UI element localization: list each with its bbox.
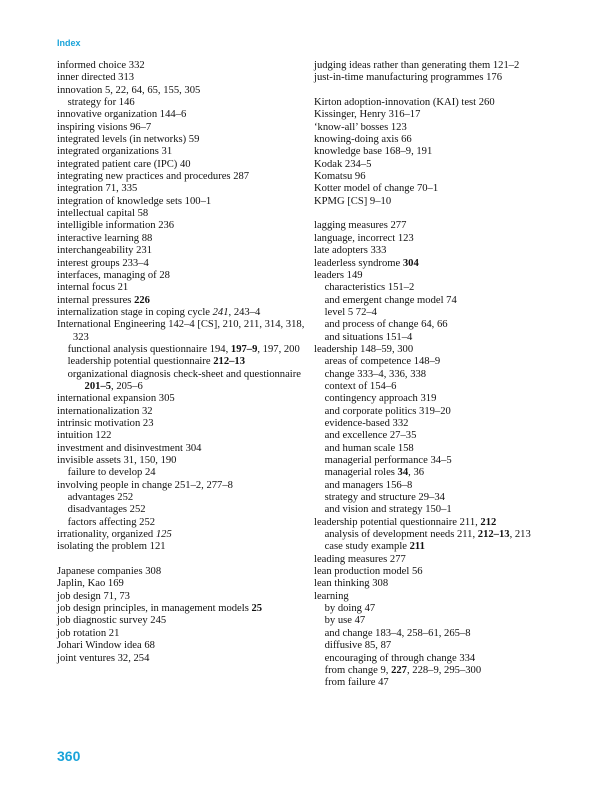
entry-text: inner directed 313 [57,72,135,84]
entry-text: leadership potential questionnaire 211, [314,516,481,528]
index-entry [314,233,574,245]
entry-text: irrationality, organized [57,529,156,541]
entry-text: strategy and structure 29–34 [324,492,445,504]
entry-text: integration of knowledge sets 100–1 [57,195,212,207]
entry-text: from change 9, [324,664,392,676]
entry-text: Johari Window idea 68 [57,640,155,652]
index-subentry [314,665,574,677]
entry-text: knowledge base 168–9, 191 [314,146,433,158]
entry-text: , 243–4 [228,306,261,318]
entry-text: learning [314,590,349,602]
index-entry [57,541,307,553]
index-subentry [314,393,574,405]
bold-page-ref: 227 [391,664,407,676]
index-entry [57,393,307,405]
entry-text: KPMG [CS] 9–10 [314,195,392,207]
index-entry [57,159,307,171]
entry-text: interactive learning 88 [57,232,153,244]
index-subentry [314,677,574,689]
index-entry [314,183,574,195]
entry-text: invisible assets 31, 150, 190 [57,455,177,466]
index-subentry [314,282,574,294]
index-subentry [314,418,574,430]
entry-text: integrated organizations 31 [57,146,173,158]
bold-page-ref: 211 [409,541,425,553]
entry-text: change 333–4, 336, 338 [324,368,427,380]
index-entry [57,443,307,455]
index-subentry [314,480,574,492]
entry-text: and vision and strategy 150–1 [324,504,452,516]
bold-page-ref: 226 [134,294,150,306]
index-subentry [57,356,307,368]
index-subentry [57,344,307,356]
entry-text: interchangeability 231 [57,245,153,257]
entry-text: failure to develop 24 [67,467,156,479]
bold-page-ref: 304 [402,257,419,269]
entry-text: job diagnostic survey 245 [57,615,167,627]
index-entry [57,122,307,134]
page-number: 360 [57,748,81,764]
entry-text: advantages 252 [67,492,134,504]
index-entry [314,344,574,356]
index-entry [314,270,574,282]
index-entry [314,517,574,529]
index-subentry [314,307,574,319]
entry-text: and situations 151–4 [324,331,413,343]
index-entry [57,60,307,72]
entry-text: Kotter model of change 70–1 [314,183,439,195]
bold-page-ref: 212 [480,516,497,528]
entry-text: case study example [324,541,410,553]
entry-text: internalization stage in coping cycle [57,306,213,318]
entry-text: Kirton adoption-innovation (KAI) test 260 [314,97,495,109]
index-entry [57,615,307,627]
entry-text: leadership 148–59, 300 [314,343,414,355]
entry-text: internal pressures [57,294,135,306]
bold-page-ref: 212–13 [213,356,245,368]
index-entry [314,60,574,72]
index-subentry [314,455,574,467]
index-subentry [314,615,574,627]
entry-text: managerial roles [324,467,398,479]
entry-text: innovative organization 144–6 [57,109,187,121]
index-entry [57,430,307,442]
entry-text: judging ideas rather than generating them 121–2 [314,60,520,71]
bold-page-ref: 201–5 [84,380,112,392]
entry-text: and change 183–4, 258–61, 265–8 [324,627,471,639]
index-entry [314,566,574,578]
index-entry [57,295,307,307]
entry-text: involving people in change 251–2, 277–8 [57,479,233,491]
entry-text: analysis of development needs 211, [324,529,478,541]
entry-text: , 228–9, 295–300 [406,664,482,676]
entry-text: characteristics 151–2 [324,282,415,294]
index-subentry [314,529,574,541]
index-column-right [314,60,574,690]
entry-text: internal focus 21 [57,282,129,294]
index-entry [57,196,307,208]
entry-text: intelligible information 236 [57,220,175,232]
entry-text: informed choice 332 [57,60,145,71]
entry-text: late adopters 333 [314,245,387,257]
index-subentry [314,369,574,381]
index-subentry [314,504,574,516]
index-subentry [314,467,574,479]
entry-text: intrinsic motivation 23 [57,417,154,429]
entry-text: areas of competence 148–9 [324,356,441,368]
index-entry [314,171,574,183]
entry-text: lagging measures 277 [314,220,407,232]
entry-text: intuition 122 [57,430,112,442]
entry-text: lean thinking 308 [314,578,389,590]
index-subentry [314,640,574,652]
index-entry [314,196,574,208]
index-entry [57,183,307,195]
index-subentry [314,356,574,368]
entry-text: and emergent change model 74 [324,294,457,306]
index-entry [57,109,307,121]
entry-text: , 213 [509,529,531,541]
index-subentry [314,295,574,307]
entry-text: isolating the problem 121 [57,541,166,553]
entry-text: from failure 47 [324,677,389,689]
index-entry [57,282,307,294]
index-entry [57,270,307,282]
index-entry [57,603,307,615]
index-entry [57,628,307,640]
index-entry [57,134,307,146]
index-entry [57,307,307,319]
entry-text: leaders 149 [314,269,363,281]
index-entry [57,418,307,430]
index-entry [57,208,307,220]
entry-text: Kodak 234–5 [314,158,372,170]
entry-text: organizational diagnosis check-sheet and questionnaire [67,368,301,380]
entry-text: and human scale 158 [324,442,414,454]
index-entry [314,554,574,566]
entry-text: and corporate politics 319–20 [324,405,451,417]
entry-text: strategy for 146 [67,97,135,109]
italic-page-ref: 125 [155,529,172,541]
entry-text: language, incorrect 123 [314,232,414,244]
entry-text: and managers 156–8 [324,479,413,491]
entry-text: international expansion 305 [57,393,175,405]
entry-text: by use 47 [324,615,366,627]
index-entry [57,406,307,418]
entry-text: factors affecting 252 [67,516,156,528]
entry-text: encouraging of through change 334 [324,652,476,664]
index-subentry [57,467,307,479]
entry-text: contingency approach 319 [324,393,437,405]
index-entry [57,566,307,578]
index-subentry [314,332,574,344]
entry-text: and process of change 64, 66 [324,319,448,331]
entry-text: , 36 [408,467,425,479]
entry-text: level 5 72–4 [324,306,377,318]
index-entry [57,146,307,158]
index-subentry [314,541,574,553]
index-subentry [57,517,307,529]
index-entry [57,319,307,344]
index-entry [314,159,574,171]
entry-text: integrated patient care (IPC) 40 [57,158,191,170]
entry-text: job rotation 21 [57,627,120,639]
index-subentry [314,430,574,442]
entry-text: lean production model 56 [314,566,423,578]
index-entry [57,578,307,590]
index-entry [57,653,307,665]
entry-text: knowing-doing axis 66 [314,134,412,146]
entry-text: diffusive 85, 87 [324,640,392,652]
index-entry [57,245,307,257]
index-subentry [314,443,574,455]
entry-text: interest groups 233–4 [57,257,149,269]
index-entry [57,455,307,467]
entry-text: managerial performance 34–5 [324,455,452,466]
index-entry [314,591,574,603]
index-entry [57,233,307,245]
bold-page-ref: 197–9 [230,343,258,355]
index-entry [314,134,574,146]
entry-text: by doing 47 [324,603,376,615]
entry-text: , 197, 200 [257,343,300,355]
running-header: Index [57,38,81,48]
bold-page-ref: 25 [251,603,263,615]
entry-text: job design 71, 73 [57,590,130,602]
index-subentry [57,97,307,109]
entry-text: leadership potential questionnaire [67,356,214,368]
entry-text: ‘know-all’ bosses 123 [314,121,407,133]
entry-text: just-in-time manufacturing programmes 176 [314,72,502,84]
index-subentry [314,628,574,640]
entry-text: internationalization 32 [57,405,153,417]
index-entry [57,529,307,541]
index-entry [314,578,574,590]
index-subentry [314,406,574,418]
index-entry [57,480,307,492]
index-subentry [57,492,307,504]
entry-text: context of 154–6 [324,380,397,392]
entry-text: joint ventures 32, 254 [57,652,150,664]
index-entry [314,109,574,121]
index-entry [314,245,574,257]
index-entry [314,72,574,84]
entry-text: interfaces, managing of 28 [57,269,170,281]
index-subentry [314,492,574,504]
index-entry [57,171,307,183]
entry-text: Japlin, Kao 169 [57,578,124,590]
letter-group-gap [314,208,574,220]
index-entry [57,72,307,84]
entry-text: integrating new practices and procedures 287 [57,171,250,183]
index-entry [314,122,574,134]
index-entry [314,258,574,270]
entry-text: Komatsu 96 [314,171,366,183]
entry-text: , 205–6 [111,380,143,392]
entry-text: integrated levels (in networks) 59 [57,134,200,146]
entry-text: Japanese companies 308 [57,566,162,578]
entry-text: job design principles, in management models [57,603,252,615]
entry-text: leaderless syndrome [314,257,403,269]
index-entry [57,591,307,603]
index-entry [57,85,307,97]
letter-group-gap [57,554,307,566]
index-subentry [57,369,307,394]
bold-page-ref: 212–13 [477,529,510,541]
index-subentry [314,653,574,665]
letter-group-gap [314,85,574,97]
index-entry [314,146,574,158]
entry-text: International Engineering 142–4 [CS], 210, 211, 314, 318, 323 [57,319,305,343]
index-subentry [314,381,574,393]
bold-page-ref: 34 [397,467,409,479]
index-entry [57,258,307,270]
index-subentry [314,319,574,331]
index-entry [57,220,307,232]
entry-text: evidence-based 332 [324,417,409,429]
entry-text: functional analysis questionnaire 194, [67,343,231,355]
index-subentry [314,603,574,615]
index-subentry [57,504,307,516]
entry-text: inspiring visions 96–7 [57,121,152,133]
entry-text: Kissinger, Henry 316–17 [314,109,421,121]
index-entry [314,220,574,232]
index-column-left [57,60,307,665]
entry-text: and excellence 27–35 [324,430,417,442]
index-entry [57,640,307,652]
entry-text: investment and disinvestment 304 [57,442,202,454]
entry-text: disadvantages 252 [67,504,146,516]
entry-text: integration 71, 335 [57,183,138,195]
italic-page-ref: 241 [212,306,229,318]
entry-text: intellectual capital 58 [57,208,149,220]
index-entry [314,97,574,109]
entry-text: innovation 5, 22, 64, 65, 155, 305 [57,84,201,96]
entry-text: leading measures 277 [314,553,406,565]
